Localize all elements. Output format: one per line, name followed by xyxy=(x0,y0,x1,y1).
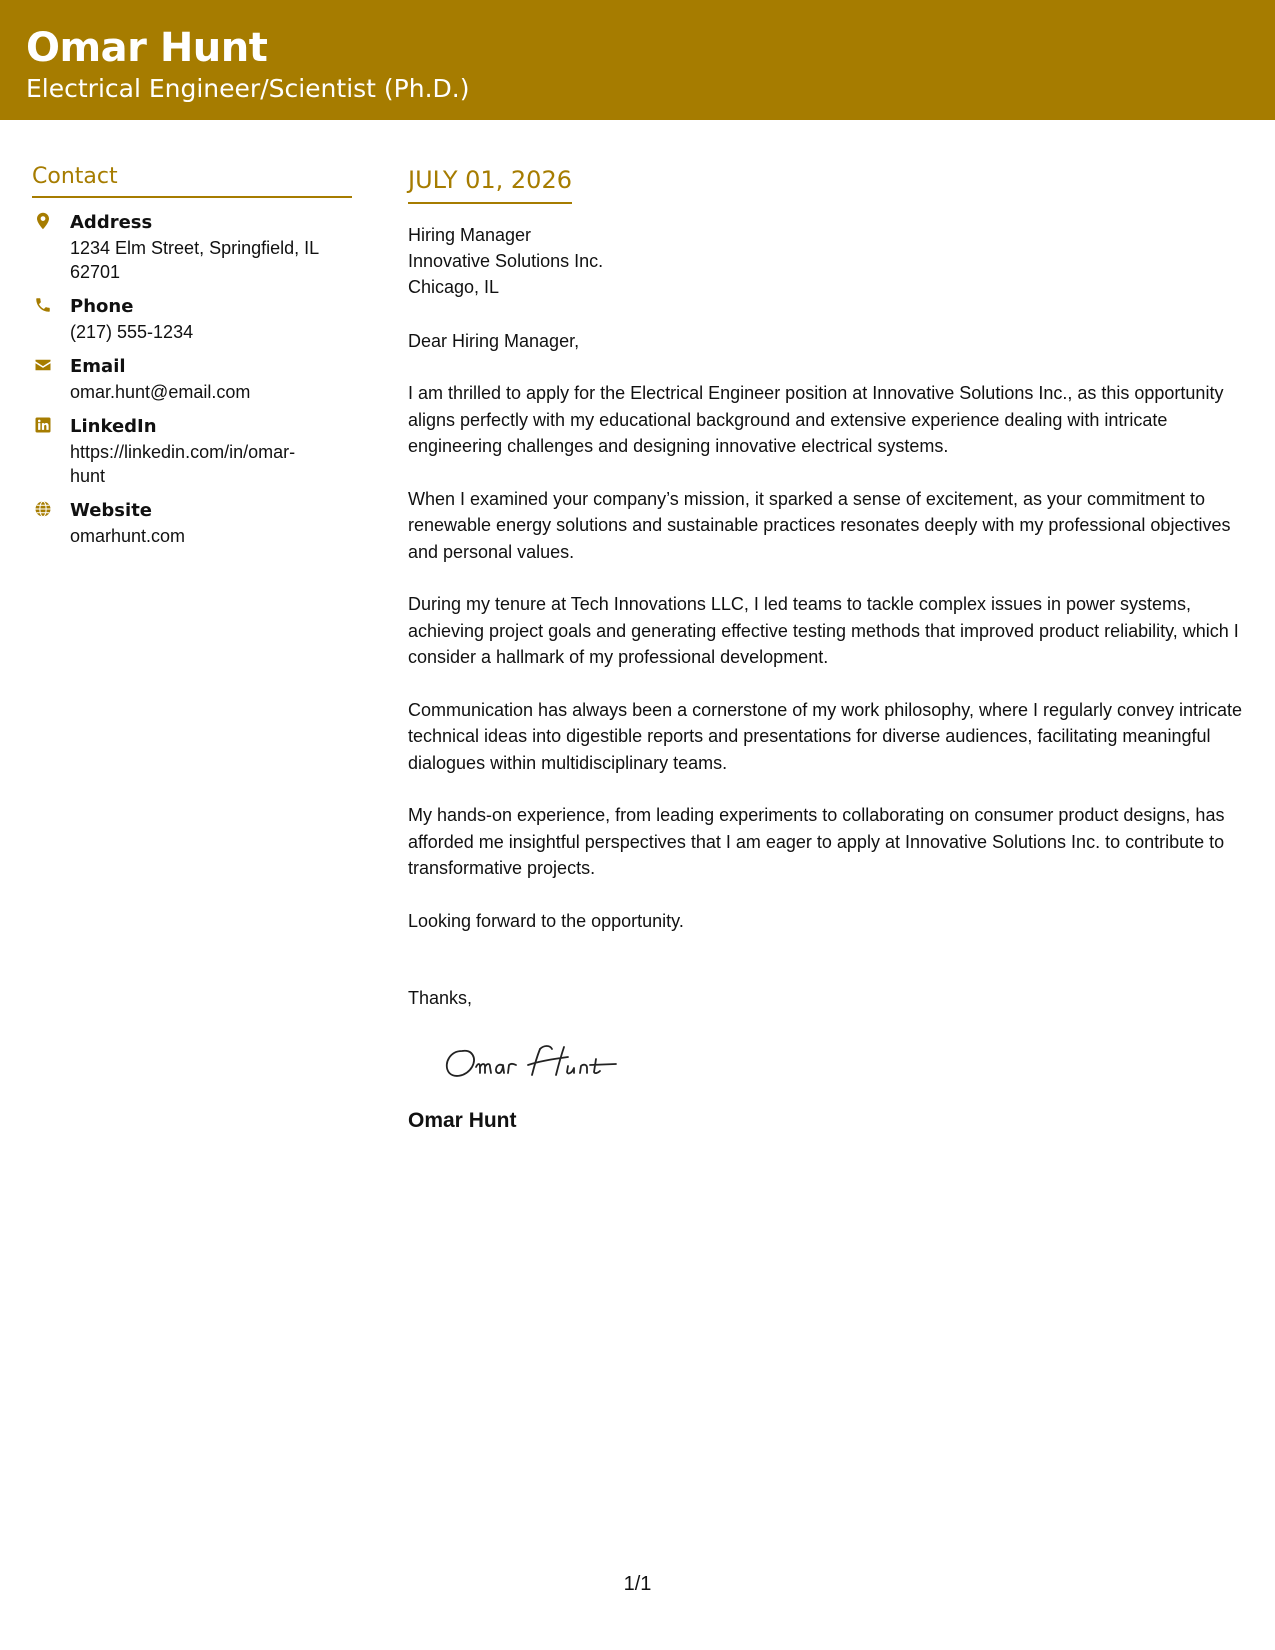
envelope-icon xyxy=(34,356,52,374)
page-number: 1/1 xyxy=(623,1573,652,1595)
recipient-location: Chicago, IL xyxy=(408,277,500,297)
linkedin-icon xyxy=(34,416,52,434)
header-banner xyxy=(0,0,1275,120)
paragraph-3: During my tenure at Tech Innovations LLC, I led teams to tackle complex issues in power systems, achieving project goals and generating effective testing methods that improved product reliability, which I consider a hallmark of my professional development. xyxy=(408,594,1239,667)
signoff-name: Omar Hunt xyxy=(408,1109,517,1132)
paragraph-2: When I examined your company’s mission, it sparked a sense of excitement, as your commitment to renewable energy solutions and sustainable practices resonates deeply with my professional objectives and personal values. xyxy=(408,488,1231,562)
salutation: Dear Hiring Manager, xyxy=(408,331,580,351)
recipient-block xyxy=(408,222,1248,300)
map-pin-icon xyxy=(34,212,52,230)
paragraph-6: Looking forward to the opportunity. xyxy=(408,910,684,931)
letter-date: JULY 01, 2026 xyxy=(408,162,572,204)
contact-item-website xyxy=(32,498,352,548)
phone-icon xyxy=(34,296,52,314)
linkedin-link[interactable]: https://linkedin.com/in/omar-hunt xyxy=(70,442,296,486)
contact-item-linkedin xyxy=(32,414,352,488)
closing: Thanks, xyxy=(408,988,473,1008)
contact-heading: Contact xyxy=(32,160,352,198)
applicant-title: Electrical Engineer/Scientist (Ph.D.) xyxy=(26,74,470,103)
contact-item-email xyxy=(32,354,352,404)
contact-item-address xyxy=(32,210,352,284)
recipient-company: Innovative Solutions Inc. xyxy=(408,251,604,271)
contact-value: omar.hunt@email.com xyxy=(70,382,251,402)
contact-value: (217) 555-1234 xyxy=(70,322,194,342)
contact-list xyxy=(32,210,352,548)
paragraph-4: Communication has always been a cornerstone of my work philosophy, where I regularly convey intricate technical ideas into digestible reports and presentations for diverse audiences, facilitating meaningful dialogues within multidisciplinary teams. xyxy=(408,699,1243,773)
handwritten-signature xyxy=(440,1037,640,1087)
recipient-name: Hiring Manager xyxy=(408,225,532,245)
contact-sidebar xyxy=(32,160,352,558)
contact-label: LinkedIn xyxy=(70,416,157,437)
letter-body xyxy=(408,162,1248,1135)
contact-value: 1234 Elm Street, Springfield, IL 62701 xyxy=(70,238,319,282)
contact-label: Phone xyxy=(70,296,134,317)
contact-label: Website xyxy=(70,500,153,521)
contact-item-phone xyxy=(32,294,352,344)
contact-label: Address xyxy=(70,212,153,233)
paragraph-1: I am thrilled to apply for the Electrical Engineer position at Innovative Solutions Inc., as this opportunity aligns perfectly with my educational background and extensive experience dealing with intricate engineering challenges and designing innovative electrical systems. xyxy=(408,383,1224,456)
website-link[interactable]: omarhunt.com xyxy=(70,526,186,546)
paragraph-5: My hands-on experience, from leading experiments to collaborating on consumer product designs, has afforded me insightful perspectives that I am eager to apply at Innovative Solutions Inc. to contribute to transformative projects. xyxy=(408,805,1225,878)
globe-icon xyxy=(34,500,52,518)
contact-label: Email xyxy=(70,356,126,377)
applicant-name: Omar Hunt xyxy=(26,25,268,71)
